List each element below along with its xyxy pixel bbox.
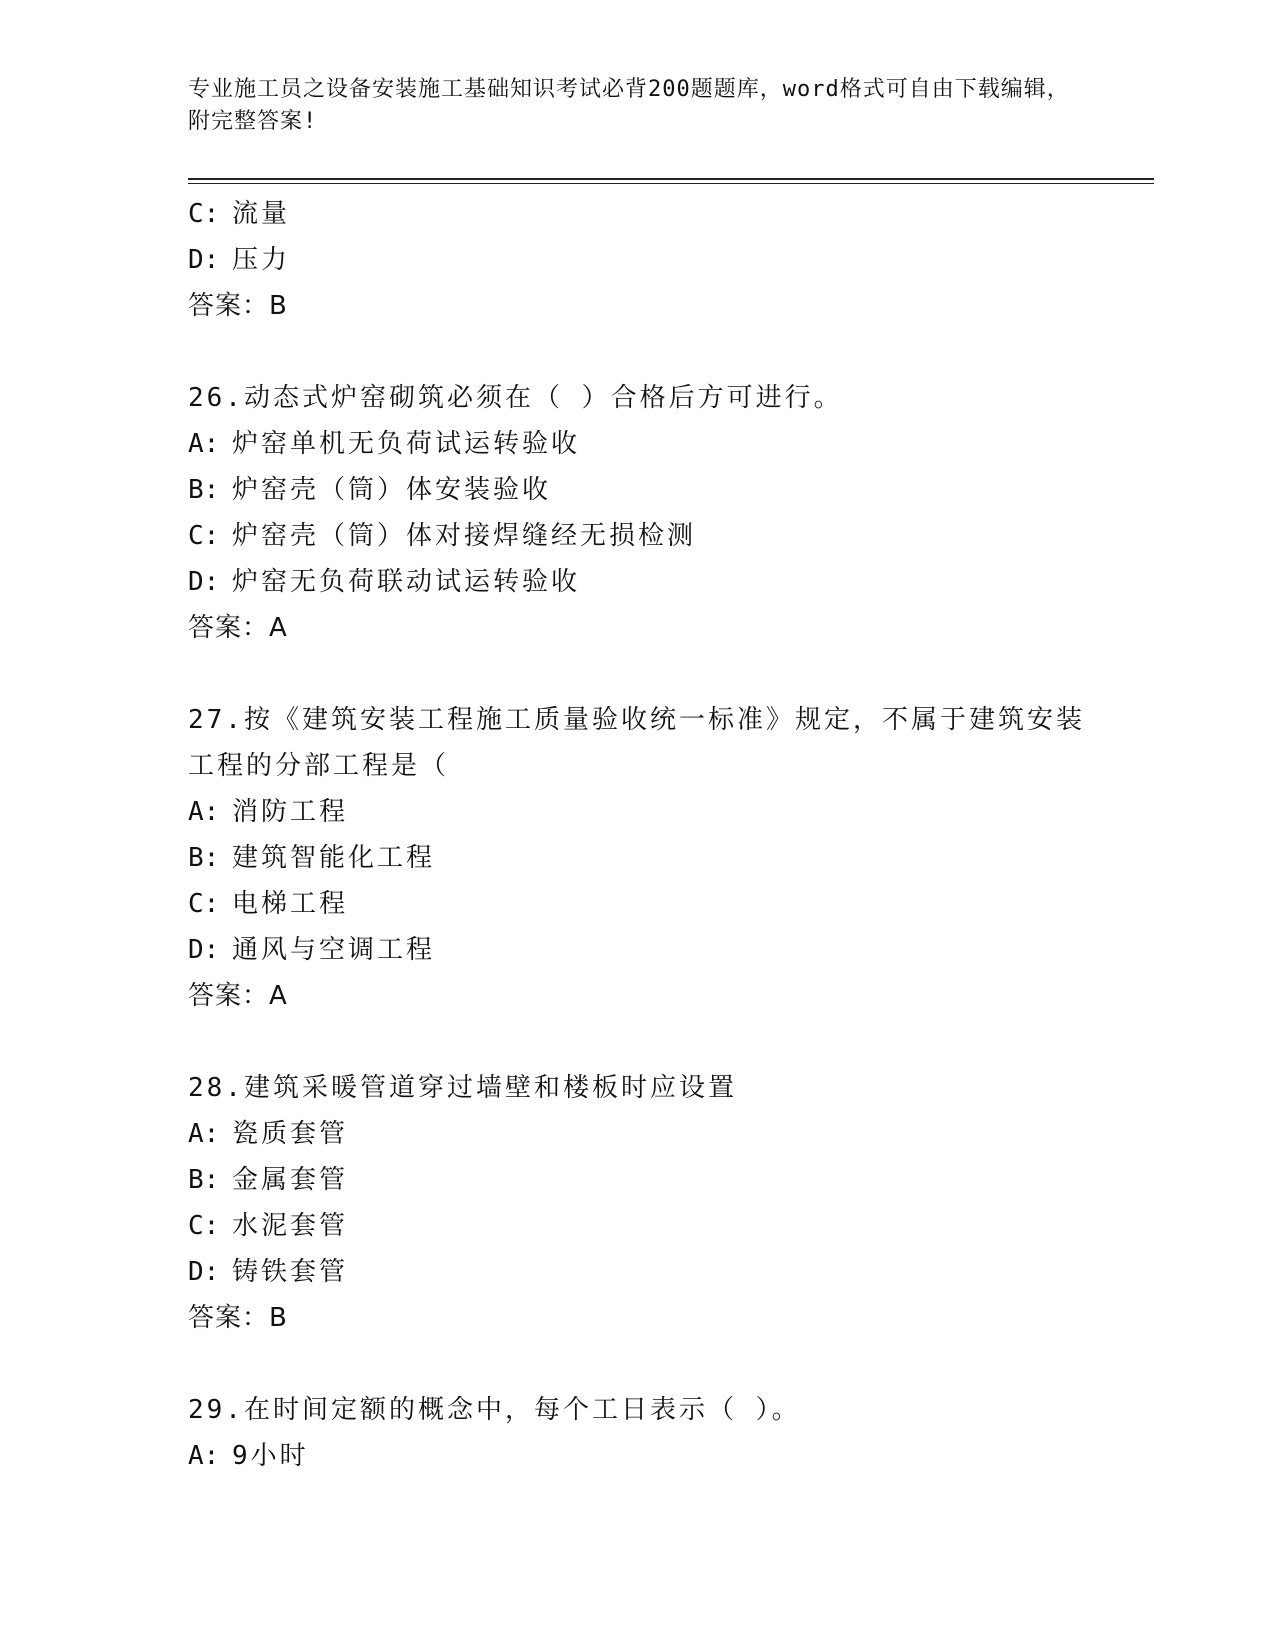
option-text: 金属套管: [232, 1165, 349, 1195]
header-divider-thin: [188, 183, 1154, 184]
option-c: [188, 881, 1088, 927]
option-text: 炉窑壳（筒）体对接焊缝经无损检测: [232, 521, 697, 551]
option-text: 炉窑壳（筒）体安装验收: [232, 475, 552, 505]
option-key: B:: [188, 475, 220, 505]
option-a: [188, 789, 1088, 835]
option-d: [188, 927, 1088, 973]
answer-line: 答案：A: [188, 981, 288, 1011]
answer-line: 答案：B: [188, 291, 288, 321]
page-header: [188, 74, 1088, 138]
option-text: 消防工程: [232, 797, 349, 827]
answer-line: 答案：B: [188, 1303, 288, 1333]
option-key: C:: [188, 889, 220, 919]
option-c: [188, 513, 1088, 559]
option-key: C:: [188, 521, 220, 551]
option-key: B:: [188, 1165, 220, 1195]
option-text: 压力: [232, 245, 291, 275]
question-text: 27.按《建筑安装工程施工质量验收统一标准》规定，不属于建筑安装工程的分部工程是（: [188, 705, 1085, 781]
option-text: 流量: [232, 199, 291, 229]
option-key: A:: [188, 1119, 220, 1149]
option-text: 铸铁套管: [232, 1257, 349, 1287]
option-key: D:: [188, 245, 220, 275]
option-b: [188, 467, 1088, 513]
option-text: 电梯工程: [232, 889, 349, 919]
question-text: 28.建筑采暖管道穿过墙壁和楼板时应设置: [188, 1073, 737, 1103]
header-divider-thick: [188, 178, 1154, 180]
option-text: 建筑智能化工程: [232, 843, 436, 873]
option-text: 9小时: [232, 1441, 309, 1471]
option-d: [188, 559, 1088, 605]
question-list: [188, 191, 1088, 1479]
question-text: 26.动态式炉窑砌筑必须在（ ）合格后方可进行。: [188, 383, 843, 413]
header-title: 专业施工员之设备安装施工基础知识考试必背200题题库，word格式可自由下载编辑，附完整答案!: [188, 77, 1070, 134]
option-b: [188, 1157, 1088, 1203]
option-text: 炉窑单机无负荷试运转验收: [232, 429, 581, 459]
option-c: [188, 1203, 1088, 1249]
option-key: D:: [188, 567, 220, 597]
option-a: [188, 1433, 1088, 1479]
option-key: A:: [188, 429, 220, 459]
option-text: 炉窑无负荷联动试运转验收: [232, 567, 581, 597]
option-key: D:: [188, 1257, 220, 1287]
option-key: A:: [188, 1441, 220, 1471]
option-a: [188, 1111, 1088, 1157]
spacer: [188, 329, 1088, 375]
spacer: [188, 1341, 1088, 1387]
option-key: C:: [188, 1211, 220, 1241]
option-d: [188, 237, 1088, 283]
option-text: 瓷质套管: [232, 1119, 349, 1149]
option-c: [188, 191, 1088, 237]
option-b: [188, 835, 1088, 881]
option-d: [188, 1249, 1088, 1295]
option-text: 水泥套管: [232, 1211, 349, 1241]
option-key: C:: [188, 199, 220, 229]
option-a: [188, 421, 1088, 467]
option-key: A:: [188, 797, 220, 827]
option-key: B:: [188, 843, 220, 873]
spacer: [188, 1019, 1088, 1065]
option-text: 通风与空调工程: [232, 935, 436, 965]
spacer: [188, 651, 1088, 697]
question-text: 29.在时间定额的概念中，每个工日表示（ ）。: [188, 1395, 801, 1425]
answer-line: 答案：A: [188, 613, 288, 643]
option-key: D:: [188, 935, 220, 965]
